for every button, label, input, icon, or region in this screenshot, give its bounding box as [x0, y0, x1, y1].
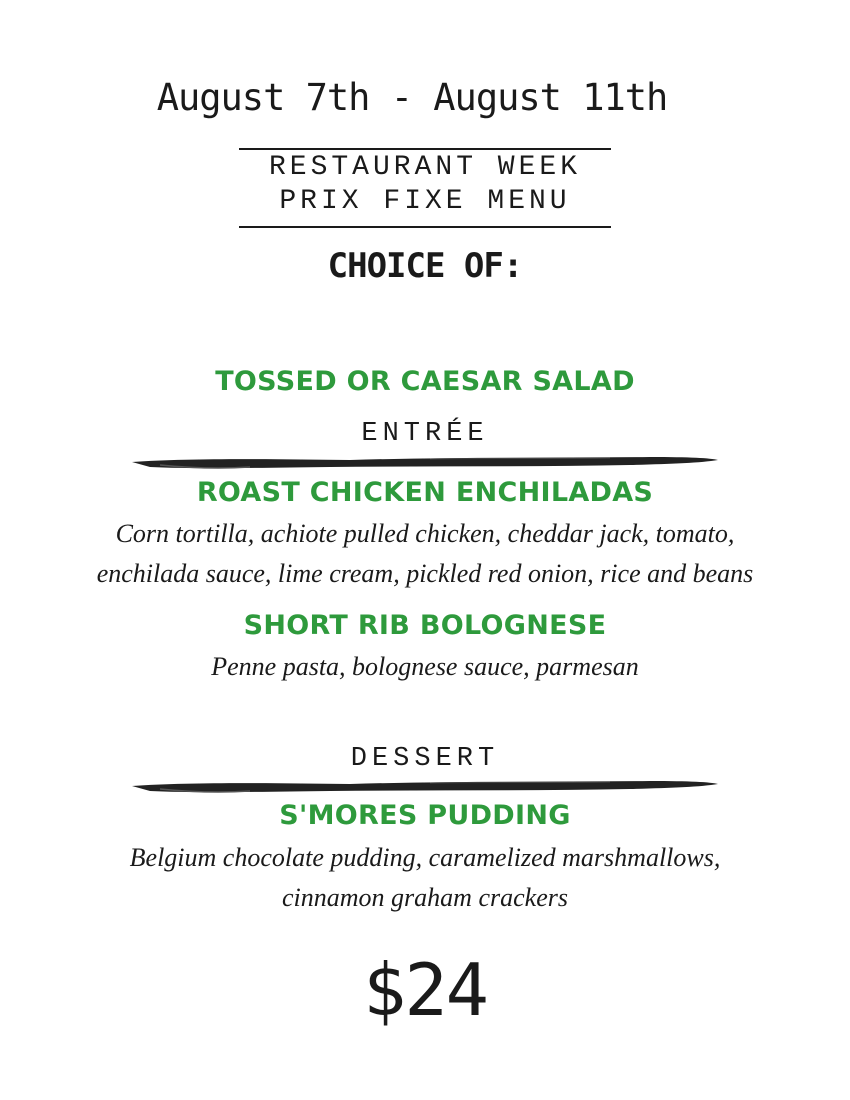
- dessert-heading: DESSERT: [350, 744, 500, 774]
- entree-item-1-desc-line-1: Corn tortilla, achiote pulled chicken, cheddar jack, tomato,: [115, 519, 735, 548]
- dessert-brush-divider: [130, 779, 720, 795]
- entree-item-2-title: SHORT RIB BOLOGNESE: [243, 610, 607, 641]
- date-range: August 7th - August 11th: [156, 76, 668, 119]
- starter-title: TOSSED OR CAESAR SALAD: [215, 366, 635, 397]
- subtitle-top-rule: [239, 148, 611, 150]
- dessert-item-1-desc-line-2: cinnamon graham crackers: [282, 883, 568, 912]
- subtitle-line-1: RESTAURANT WEEK: [268, 152, 582, 183]
- entree-heading: ENTRÉE: [361, 419, 489, 449]
- menu-price: $24: [362, 948, 488, 1032]
- entree-item-2-desc-line-1: Penne pasta, bolognese sauce, parmesan: [211, 652, 639, 681]
- dessert-item-1-title: S'MORES PUDDING: [279, 800, 571, 831]
- entree-item-1-title: ROAST CHICKEN ENCHILADAS: [196, 477, 654, 508]
- entree-item-1-desc-line-2: enchilada sauce, lime cream, pickled red onion, rice and beans: [96, 559, 754, 588]
- subtitle-line-2: PRIX FIXE MENU: [279, 186, 571, 217]
- dessert-item-1-desc-line-1: Belgium chocolate pudding, caramelized marshmallows,: [129, 843, 721, 872]
- subtitle-bottom-rule: [239, 226, 611, 228]
- entree-brush-divider: [130, 455, 720, 471]
- choice-of-label: CHOICE OF:: [327, 246, 523, 286]
